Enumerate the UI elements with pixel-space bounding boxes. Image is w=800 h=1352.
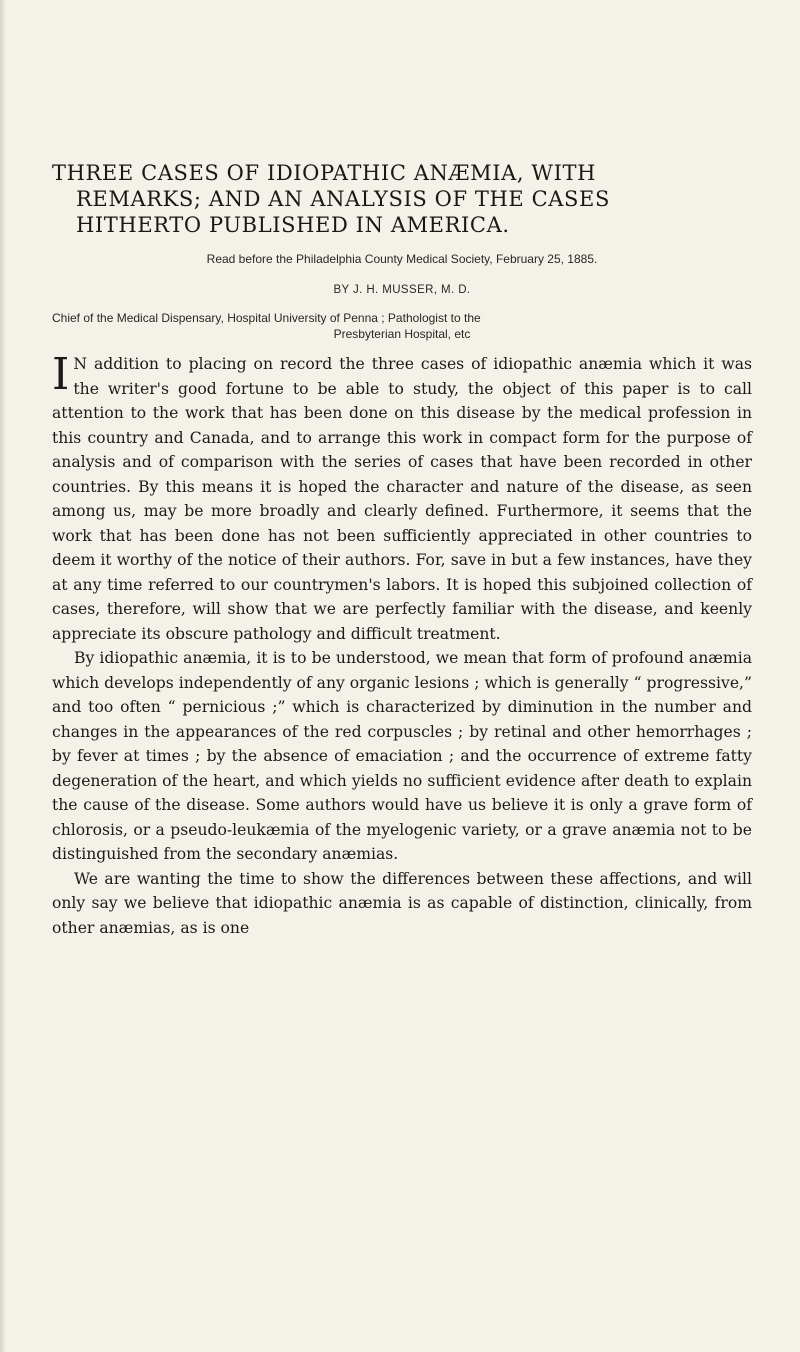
- drop-cap: I: [52, 349, 70, 400]
- paragraph-3: We are wanting the time to show the differences between these affections, and will only say we believe that idiopathic anæmia is as capable of distinction, clinically, from other anæmias, as is one: [52, 869, 752, 937]
- author-byline: BY J. H. MUSSER, M. D.: [333, 284, 471, 296]
- affiliation-line-1: Chief of the Medical Dispensary, Hospital University of Penna ; Pathologist to the: [52, 311, 481, 325]
- title-line-3: HITHERTO PUBLISHED IN AMERICA.: [76, 213, 510, 237]
- article-body: [52, 349, 752, 940]
- affiliation-line-2: Presbyterian Hospital, etc: [333, 327, 471, 341]
- title-line-2: REMARKS; AND AN ANALYSIS OF THE CASES: [76, 187, 610, 211]
- author-affiliation: [52, 310, 752, 342]
- article-title: [52, 160, 752, 238]
- paragraph-2: By idiopathic anæmia, it is to be understood, we mean that form of profound anæmia which develops independently of any organic lesions ; which is generally “ progressive,” and too often “ pernicious ;” which is characterized by diminution in the number and changes in the appearances of the red corpuscles ; by retinal and other hemorrhages ; by fever at times ; by the absence of emaciation ; and the occurrence of extreme fatty degeneration of the heart, and which yields no sufficient evidence after death to explain the cause of the disease. Some authors would have us believe it is only a grave form of chlorosis, or a pseudo-leukæmia of the myelogenic variety, or a grave anæmia not to be distinguished from the secondary anæmias.: [52, 649, 752, 863]
- page-edge-shadow: [0, 0, 6, 1352]
- paragraph-1: [52, 349, 752, 646]
- read-before-note: Read before the Philadelphia County Medical Society, February 25, 1885.: [206, 252, 598, 266]
- paragraph-1-text: N addition to placing on record the three cases of idiopathic anæmia which it was the writer's good fortune to be able to study, the object of this paper is to call attention to the work that has been done on this disease by the medical profession in this country and Canada, and to arrange this work in compact form for the purpose of analysis and of comparison with the series of cases that have been recorded in other countries. By this means it is hoped the character and nature of the disease, as seen among us, may be more broadly and clearly defined. Furthermore, it seems that the work that has been done has not been sufficiently appreciated in other countries to deem it worthy of the notice of their authors. For, save in but a few instances, have they at any time referred to our countrymen's labors. It is hoped this subjoined collection of cases, therefore, will show that we are perfectly familiar with the disease, and keenly appreciate its obscure pathology and difficult treatment.: [52, 355, 752, 643]
- title-line-1: THREE CASES OF IDIOPATHIC ANÆMIA, WITH: [52, 161, 597, 185]
- text-column: [52, 160, 752, 940]
